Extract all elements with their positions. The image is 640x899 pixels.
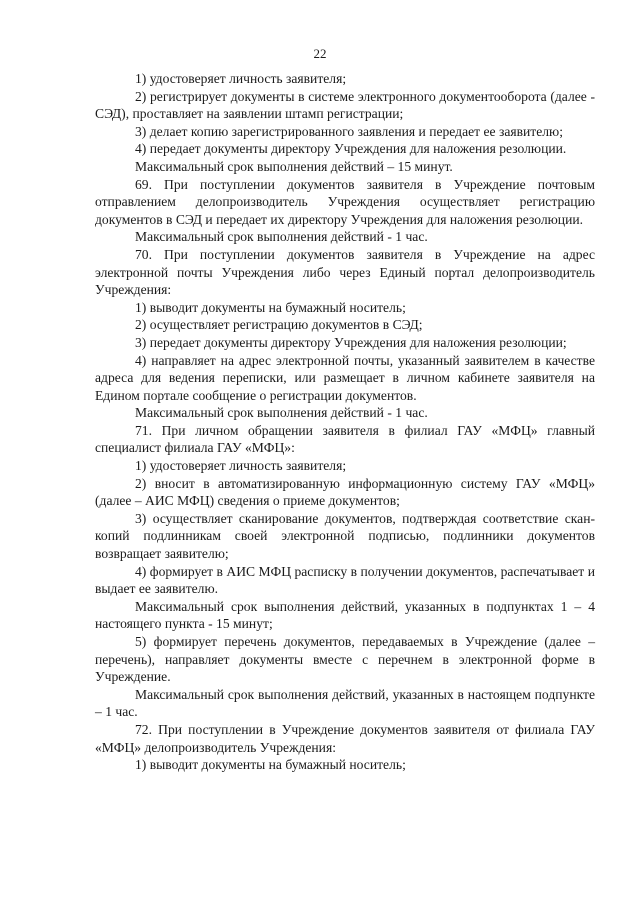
clause-70: 70. При поступлении документов заявителя в Учреждение на адрес электронной почты Учреждения либо через Единый портал делопроизводитель Учреждения: bbox=[95, 246, 595, 298]
time-limit-note: Максимальный срок выполнения действий, указанных в настоящем подпункте – 1 час. bbox=[95, 686, 595, 720]
document-body bbox=[95, 70, 595, 774]
time-limit-note: Максимальный срок выполнения действий - 1 час. bbox=[135, 229, 428, 245]
list-item: 1) удостоверяет личность заявителя; bbox=[135, 458, 347, 474]
list-item: 2) осуществляет регистрацию документов в СЭД; bbox=[135, 317, 423, 333]
page-number: 22 bbox=[313, 46, 327, 61]
clause-72: 72. При поступлении в Учреждение документов заявителя от филиала ГАУ «МФЦ» делопроизводитель Учреждения: bbox=[95, 721, 595, 755]
time-limit-note: Максимальный срок выполнения действий, указанных в подпунктах 1 – 4 настоящего пункта - 15 минут; bbox=[95, 598, 595, 632]
time-limit-note: Максимальный срок выполнения действий - 1 час. bbox=[135, 405, 428, 421]
list-item: 3) осуществляет сканирование документов, подтверждая соответствие скан-копий подлинникам своей электронной подписью, подлинники документов возвращает заявителю; bbox=[95, 510, 595, 562]
list-item: 4) передает документы директору Учреждения для наложения резолюции. bbox=[135, 141, 567, 157]
list-item: 3) передает документы директору Учреждения для наложения резолюции; bbox=[135, 334, 567, 350]
time-limit-note: Максимальный срок выполнения действий – 15 минут. bbox=[135, 158, 453, 174]
list-item: 1) выводит документы на бумажный носитель; bbox=[135, 299, 406, 315]
list-item: 1) удостоверяет личность заявителя; bbox=[135, 71, 347, 86]
list-item: 3) делает копию зарегистрированного заявления и передает ее заявителю; bbox=[135, 123, 563, 139]
list-item: 4) формирует в АИС МФЦ расписку в получении документов, распечатывает и выдает ее заявителю. bbox=[95, 563, 595, 597]
list-item: 4) направляет на адрес электронной почты, указанный заявителем в качестве адреса для ведения переписки, или размещает в личном кабинете заявителя на Едином портале сообщение о регистрации документов. bbox=[95, 352, 595, 403]
list-item: 1) выводит документы на бумажный носитель; bbox=[135, 757, 406, 773]
list-item: 2) регистрирует документы в системе электронного документооборота (далее - СЭД), проставляет на заявлении штамп регистрации; bbox=[95, 88, 595, 122]
clause-71: 71. При личном обращении заявителя в филиал ГАУ «МФЦ» главный специалист филиала ГАУ «МФЦ»: bbox=[95, 422, 595, 456]
list-item: 2) вносит в автоматизированную информационную систему ГАУ «МФЦ» (далее – АИС МФЦ) сведения о приеме документов; bbox=[95, 475, 595, 509]
clause-69: 69. При поступлении документов заявителя в Учреждение почтовым отправлением делопроизводитель Учреждения осуществляет регистрацию документов в СЭД и передает их директору Учреждения для наложения резолюции. bbox=[95, 176, 595, 227]
list-item: 5) формирует перечень документов, передаваемых в Учреждение (далее – перечень), направляет документы вместе с перечнем в электронной форме в Учреждение. bbox=[95, 634, 595, 685]
